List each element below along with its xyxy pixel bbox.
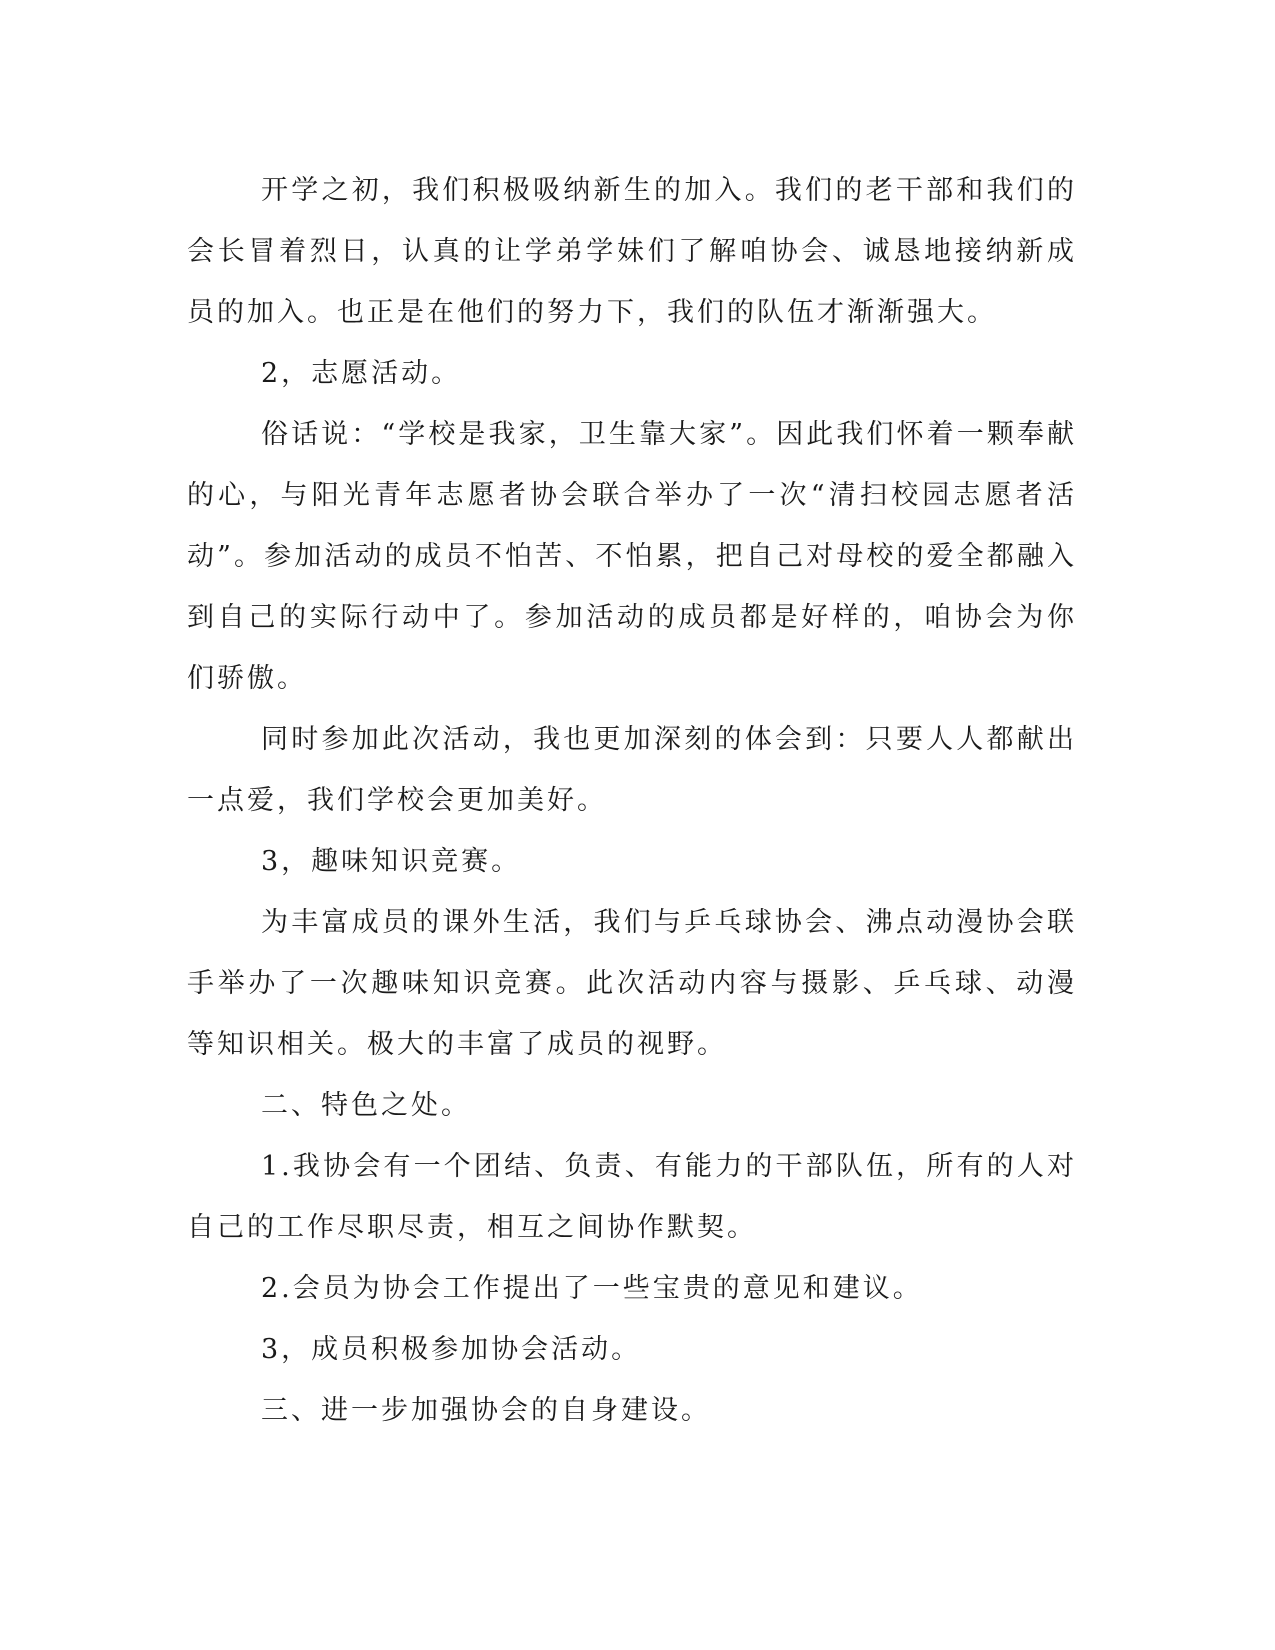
heading-features: 二、特色之处。: [261, 1090, 471, 1121]
paragraph-volunteer-activity: 俗话说：“学校是我家，卫生靠大家”。因此我们怀着一颗奉献的心，与阳光青年志愿者协会联合举办了一次“清扫校园志愿者活动”。参加活动的成员不怕苦、不怕累，把自己对母校的爱全都融入到自己的实际行动中了。参加活动的成员都是好样的，咱协会为你们骄傲。: [187, 419, 1077, 694]
paragraph-knowledge-contest: 为丰富成员的课外生活，我们与乒乓球协会、沸点动漫协会联手举办了一次趣味知识竞赛。此次活动内容与摄影、乒乓球、动漫等知识相关。极大的丰富了成员的视野。: [187, 907, 1077, 1060]
heading-self-construction: 三、进一步加强协会的自身建设。: [261, 1395, 711, 1426]
heading-knowledge-contest: 3，趣味知识竞赛。: [261, 846, 522, 877]
paragraph-feature-1: 1.我协会有一个团结、负责、有能力的干部队伍，所有的人对自己的工作尽职尽责，相互之间协作默契。: [187, 1151, 1077, 1243]
paragraph-recruitment: 开学之初，我们积极吸纳新生的加入。我们的老干部和我们的会长冒着烈日，认真的让学弟学妹们了解咱协会、诚恳地接纳新成员的加入。也正是在他们的努力下，我们的队伍才渐渐强大。: [187, 175, 1077, 328]
paragraph-feature-3: 3，成员积极参加协会活动。: [261, 1334, 642, 1365]
document-body: [187, 160, 1077, 1441]
paragraph-volunteer-reflection: 同时参加此次活动，我也更加深刻的体会到：只要人人都献出一点爱，我们学校会更加美好。: [187, 724, 1077, 816]
heading-volunteer-activity: 2，志愿活动。: [261, 358, 462, 389]
paragraph-feature-2: 2.会员为协会工作提出了一些宝贵的意见和建议。: [261, 1273, 923, 1304]
